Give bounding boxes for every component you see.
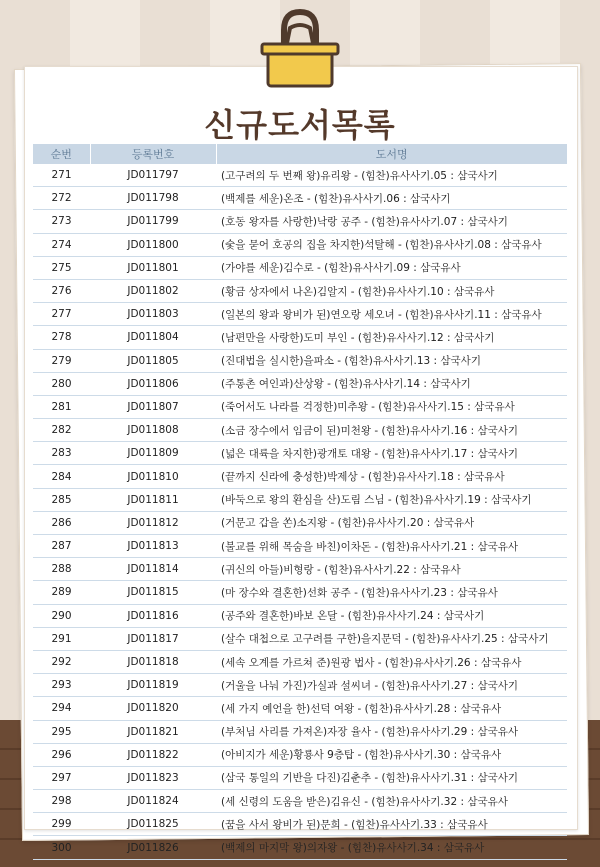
table-row [33, 395, 567, 418]
book-title: (죽어서도 나라를 걱정한)미추왕 - (힘찬)유사사기.15 : 삼국유사 [216, 395, 567, 418]
table-row [33, 233, 567, 256]
table-row [33, 650, 567, 673]
book-title: (세 신령의 도움을 받은)김유신 - (힘찬)유사사기.32 : 삼국유사 [216, 790, 567, 813]
table-row [33, 674, 567, 697]
book-title: (끝까지 신라에 충성한)박제상 - (힘찬)유사사기.18 : 삼국유사 [216, 465, 567, 488]
table-row [33, 210, 567, 233]
row-number: 300 [33, 836, 90, 859]
table-row [33, 697, 567, 720]
table-row [33, 836, 567, 859]
column-header-code: 등록번호 [90, 144, 216, 164]
book-title: (진대법을 실시한)을파소 - (힘찬)유사사기.13 : 삼국사기 [216, 349, 567, 372]
row-number: 281 [33, 395, 90, 418]
registration-number: JD011816 [90, 604, 216, 627]
table-row [33, 743, 567, 766]
book-title: (마 장수와 결혼한)선화 공주 - (힘찬)유사사기.23 : 삼국유사 [216, 581, 567, 604]
registration-number: JD011820 [90, 697, 216, 720]
book-title: (남편만을 사랑한)도미 부인 - (힘찬)유사사기.12 : 삼국사기 [216, 326, 567, 349]
row-number: 295 [33, 720, 90, 743]
row-number: 287 [33, 535, 90, 558]
table-row [33, 720, 567, 743]
registration-number: JD011799 [90, 210, 216, 233]
table-row [33, 279, 567, 302]
table-row [33, 465, 567, 488]
book-title: (꿈을 사서 왕비가 된)문희 - (힘찬)유사사기.33 : 삼국유사 [216, 813, 567, 836]
book-title: (세속 오계를 가르쳐 준)원광 법사 - (힘찬)유사사기.26 : 삼국유사 [216, 650, 567, 673]
registration-number: JD011817 [90, 627, 216, 650]
page-title: 신규도서목록 [204, 106, 396, 144]
row-number: 294 [33, 697, 90, 720]
row-number: 292 [33, 650, 90, 673]
registration-number: JD011810 [90, 465, 216, 488]
table-row [33, 419, 567, 442]
book-title: (가야를 세운)김수로 - (힘찬)유사사기.09 : 삼국유사 [216, 256, 567, 279]
registration-number: JD011801 [90, 256, 216, 279]
row-number: 273 [33, 210, 90, 233]
row-number: 275 [33, 256, 90, 279]
table-row [33, 164, 567, 187]
table-row [33, 372, 567, 395]
book-title: (세 가지 예언을 한)선덕 여왕 - (힘찬)유사사기.28 : 삼국유사 [216, 697, 567, 720]
registration-number: JD011807 [90, 395, 216, 418]
registration-number: JD011819 [90, 674, 216, 697]
registration-number: JD011808 [90, 419, 216, 442]
table-row [33, 303, 567, 326]
table-row [33, 581, 567, 604]
table-row [33, 326, 567, 349]
registration-number: JD011821 [90, 720, 216, 743]
row-number: 285 [33, 488, 90, 511]
row-number: 284 [33, 465, 90, 488]
registration-number: JD011812 [90, 511, 216, 534]
book-title: (살수 대첩으로 고구려를 구한)을지문덕 - (힘찬)유사사기.25 : 삼국사기 [216, 627, 567, 650]
row-number: 297 [33, 766, 90, 789]
table-row [33, 187, 567, 210]
table-row [33, 535, 567, 558]
registration-number: JD011818 [90, 650, 216, 673]
book-title: (넓은 대륙을 차지한)광개토 대왕 - (힘찬)유사사기.17 : 삼국사기 [216, 442, 567, 465]
row-number: 288 [33, 558, 90, 581]
registration-number: JD011806 [90, 372, 216, 395]
book-title: (바둑으로 왕의 환심을 산)도림 스님 - (힘찬)유사사기.19 : 삼국사기 [216, 488, 567, 511]
row-number: 289 [33, 581, 90, 604]
row-number: 291 [33, 627, 90, 650]
row-number: 283 [33, 442, 90, 465]
table-row [33, 511, 567, 534]
row-number: 293 [33, 674, 90, 697]
registration-number: JD011825 [90, 813, 216, 836]
registration-number: JD011805 [90, 349, 216, 372]
book-title: (부처님 사리를 가져온)자장 율사 - (힘찬)유사사기.29 : 삼국유사 [216, 720, 567, 743]
registration-number: JD011803 [90, 303, 216, 326]
row-number: 274 [33, 233, 90, 256]
book-list-table [33, 144, 567, 860]
row-number: 277 [33, 303, 90, 326]
book-title: (백제의 마지막 왕)의자왕 - (힘찬)유사사기.34 : 삼국유사 [216, 836, 567, 859]
registration-number: JD011813 [90, 535, 216, 558]
registration-number: JD011802 [90, 279, 216, 302]
registration-number: JD011797 [90, 164, 216, 187]
row-number: 290 [33, 604, 90, 627]
table-row [33, 488, 567, 511]
table-row [33, 604, 567, 627]
table-row [33, 442, 567, 465]
binder-clip-icon [0, 0, 600, 100]
registration-number: JD011811 [90, 488, 216, 511]
registration-number: JD011822 [90, 743, 216, 766]
book-title: (고구려의 두 번째 왕)유리왕 - (힘찬)유사사기.05 : 삼국사기 [216, 164, 567, 187]
book-title: (불교를 위해 목숨을 바친)이차돈 - (힘찬)유사사기.21 : 삼국유사 [216, 535, 567, 558]
registration-number: JD011824 [90, 790, 216, 813]
row-number: 299 [33, 813, 90, 836]
row-number: 271 [33, 164, 90, 187]
book-title: (소금 장수에서 임금이 된)미천왕 - (힘찬)유사사기.16 : 삼국사기 [216, 419, 567, 442]
table-row [33, 256, 567, 279]
table-header-row [33, 144, 567, 164]
table-row [33, 813, 567, 836]
book-title: (공주와 결혼한)바보 온달 - (힘찬)유사사기.24 : 삼국사기 [216, 604, 567, 627]
book-title: (귀신의 아들)비형랑 - (힘찬)유사사기.22 : 삼국유사 [216, 558, 567, 581]
table-row [33, 766, 567, 789]
book-title: (거문고 갑을 쏜)소지왕 - (힘찬)유사사기.20 : 삼국유사 [216, 511, 567, 534]
book-title: (백제를 세운)온조 - (힘찬)유사사기.06 : 삼국사기 [216, 187, 567, 210]
book-title: (삼국 통일의 기반을 다진)김춘추 - (힘찬)유사사기.31 : 삼국사기 [216, 766, 567, 789]
row-number: 282 [33, 419, 90, 442]
registration-number: JD011798 [90, 187, 216, 210]
registration-number: JD011809 [90, 442, 216, 465]
table-row [33, 558, 567, 581]
row-number: 276 [33, 279, 90, 302]
table-row [33, 627, 567, 650]
registration-number: JD011823 [90, 766, 216, 789]
registration-number: JD011814 [90, 558, 216, 581]
book-title: (주통촌 여인과)산상왕 - (힘찬)유사사기.14 : 삼국사기 [216, 372, 567, 395]
row-number: 279 [33, 349, 90, 372]
book-title: (황금 상자에서 나온)김알지 - (힘찬)유사사기.10 : 삼국유사 [216, 279, 567, 302]
book-title: (거울을 나눠 가진)가실과 설씨녀 - (힘찬)유사사기.27 : 삼국사기 [216, 674, 567, 697]
table-row [33, 349, 567, 372]
book-title: (일본의 왕과 왕비가 된)연오랑 세오녀 - (힘찬)유사사기.11 : 삼국유사 [216, 303, 567, 326]
registration-number: JD011826 [90, 836, 216, 859]
row-number: 286 [33, 511, 90, 534]
table-row [33, 790, 567, 813]
book-title: (숯을 묻어 호공의 집을 차지한)석탈해 - (힘찬)유사사기.08 : 삼국유사 [216, 233, 567, 256]
registration-number: JD011804 [90, 326, 216, 349]
row-number: 298 [33, 790, 90, 813]
column-header-title: 도서명 [216, 144, 567, 164]
column-header-num: 순번 [33, 144, 90, 164]
registration-number: JD011815 [90, 581, 216, 604]
row-number: 272 [33, 187, 90, 210]
row-number: 280 [33, 372, 90, 395]
row-number: 278 [33, 326, 90, 349]
book-title: (아비지가 세운)황룡사 9층탑 - (힘찬)유사사기.30 : 삼국유사 [216, 743, 567, 766]
registration-number: JD011800 [90, 233, 216, 256]
book-title: (호동 왕자를 사랑한)낙랑 공주 - (힘찬)유사사기.07 : 삼국사기 [216, 210, 567, 233]
row-number: 296 [33, 743, 90, 766]
